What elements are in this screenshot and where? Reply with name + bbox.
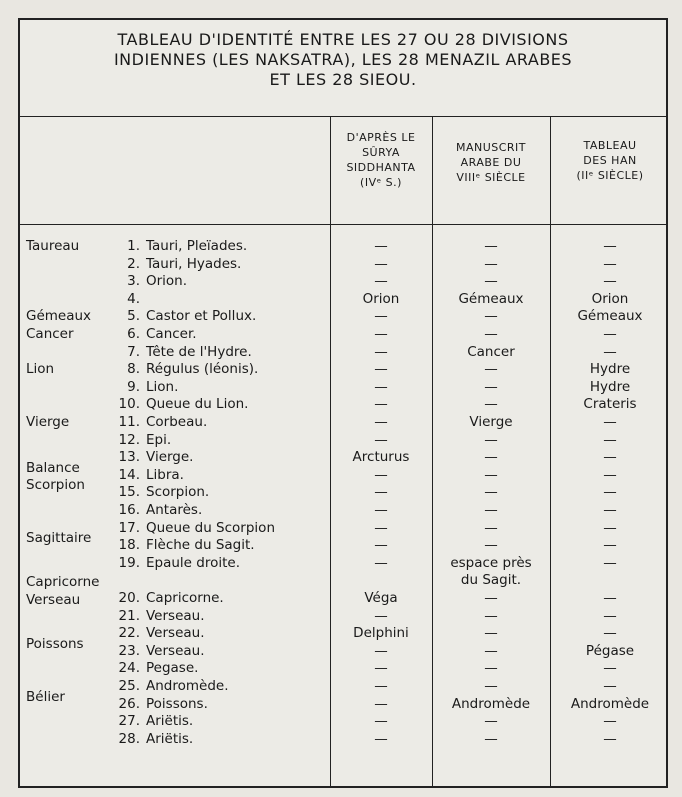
naksatra-number: 28. (118, 730, 140, 747)
naksatra-row (114, 608, 205, 624)
naksatra-number: 3. (127, 273, 140, 290)
naksatra-number: 21. (118, 607, 140, 624)
naksatra-name: Castor et Pollux. (146, 308, 257, 325)
dash-cell: — (484, 642, 498, 659)
dash-cell: — (484, 502, 498, 518)
naksatra-number: 6. (127, 326, 140, 342)
naksatra-number: 24. (118, 660, 140, 677)
naksatra-name: Tête de l'Hydre. (146, 343, 252, 360)
naksatra-name: Tauri, Pleïades. (146, 238, 248, 254)
naksatra-row (114, 696, 208, 712)
naksatra-row (114, 414, 207, 430)
dash-cell: — (374, 607, 388, 624)
dash-cell: — (603, 414, 617, 430)
column-divider-3 (550, 116, 551, 788)
identification-cell: Vierge (469, 414, 513, 430)
zodiac-sign-label: Balance (26, 459, 80, 476)
naksatra-name: Capricorne. (146, 590, 224, 606)
naksatra-name: Andromède. (146, 678, 229, 694)
dash-cell: — (374, 466, 388, 483)
dash-cell: — (603, 484, 617, 501)
naksatra-row (114, 449, 193, 465)
dash-cell: — (603, 431, 617, 448)
dash-cell: — (484, 326, 498, 342)
naksatra-name: Ariëtis. (146, 713, 194, 730)
naksatra-row (114, 625, 205, 641)
zodiac-sign-label: Sagittaire (26, 530, 92, 547)
identification-cell: Arcturus (352, 449, 410, 466)
identification-cell: Orion (362, 290, 400, 307)
dash-cell: — (603, 537, 617, 554)
dash-cell: — (484, 484, 498, 501)
dash-cell: — (484, 713, 498, 730)
dash-cell: — (603, 343, 617, 360)
identification-cell: espace près (450, 554, 532, 571)
naksatra-name: Cancer. (146, 326, 197, 342)
table-title (20, 30, 666, 90)
naksatra-name: Scorpion. (146, 484, 210, 501)
naksatra-number: 12. (118, 431, 140, 448)
identification-cell: Andromède (570, 695, 650, 712)
identification-cell: Gémeaux (458, 290, 524, 307)
naksatra-row (114, 256, 241, 272)
dash-cell: — (374, 502, 388, 518)
naksatra-row (114, 326, 197, 342)
dash-cell: — (603, 449, 617, 466)
dash-cell: — (603, 625, 617, 642)
zodiac-sign-label: Scorpion (26, 477, 85, 494)
zodiac-sign-label: Verseau (26, 591, 81, 608)
naksatra-number: 5. (127, 308, 140, 325)
naksatra-name: Verseau. (146, 625, 205, 642)
dash-cell: — (374, 361, 388, 378)
dash-cell: — (484, 431, 498, 448)
naksatra-number: 23. (118, 642, 140, 659)
naksatra-name: Régulus (léonis). (146, 361, 259, 378)
dash-cell: — (374, 730, 388, 747)
naksatra-number: 2. (127, 255, 140, 272)
dash-cell: — (374, 326, 388, 342)
naksatra-name: Queue du Scorpion (146, 519, 275, 536)
naksatra-number: 14. (118, 466, 140, 483)
dash-cell: — (374, 695, 388, 712)
identification-cell: Orion (591, 290, 629, 307)
dash-cell: — (603, 326, 617, 342)
dash-cell: — (374, 519, 388, 536)
dash-cell: — (374, 378, 388, 395)
naksatra-number: 27. (118, 713, 140, 730)
dash-cell: — (484, 449, 498, 466)
naksatra-number: 15. (118, 484, 140, 501)
naksatra-row (114, 731, 193, 747)
title-line-2: INDIENNES (LES NAKSATRA), LES 28 MENAZIL ARABES (113, 50, 573, 69)
naksatra-name: Libra. (146, 466, 184, 483)
dash-cell: — (374, 255, 388, 272)
zodiac-sign-label: Gémeaux (26, 308, 92, 325)
naksatra-row (114, 502, 202, 518)
dash-cell: — (484, 238, 498, 254)
table-frame (18, 18, 668, 788)
naksatra-row (114, 590, 224, 606)
naksatra-name: Tauri, Hyades. (146, 255, 242, 272)
dash-cell: — (603, 273, 617, 290)
naksatra-number: 20. (118, 590, 140, 606)
dash-cell: — (603, 554, 617, 571)
dash-cell: — (484, 625, 498, 642)
header-surya-siddhanta: D'APRÈS LE SÛRYA SIDDHANTA (IVᵉ S.) (346, 131, 416, 189)
column-divider-2 (432, 116, 433, 788)
naksatra-row (114, 273, 187, 289)
dash-cell: — (484, 607, 498, 624)
dash-cell: — (603, 713, 617, 730)
identification-cell: Pégase (585, 642, 635, 659)
dash-cell: — (374, 554, 388, 571)
naksatra-number: 13. (118, 449, 140, 466)
dash-cell: — (374, 642, 388, 659)
naksatra-name: Verseau. (146, 642, 205, 659)
naksatra-name: Antarès. (146, 502, 203, 518)
zodiac-sign-label: Bélier (26, 688, 65, 705)
naksatra-name: Pegase. (146, 660, 199, 677)
naksatra-number: 11. (118, 414, 140, 430)
dash-cell: — (484, 273, 498, 290)
dash-cell: — (374, 414, 388, 430)
dash-cell: — (484, 519, 498, 536)
dash-cell: — (374, 431, 388, 448)
naksatra-row (114, 713, 193, 729)
naksatra-row (114, 291, 146, 307)
naksatra-name: Queue du Lion. (146, 396, 249, 413)
header-manuscrit-arabe: MANUSCRIT ARABE DU VIIIᵉ SIÈCLE (455, 141, 527, 184)
dash-cell: — (484, 660, 498, 677)
dash-cell: — (374, 308, 388, 325)
dash-cell: — (374, 343, 388, 360)
title-line-3: ET LES 28 SIEOU. (269, 70, 417, 89)
identification-cell: Gémeaux (577, 308, 643, 325)
naksatra-number: 8. (127, 361, 140, 378)
naksatra-name: Poissons. (146, 695, 208, 712)
naksatra-name: Flèche du Sagit. (146, 537, 255, 554)
zodiac-sign-label: Cancer (26, 326, 74, 342)
zodiac-sign-label: Vierge (26, 414, 70, 430)
dash-cell: — (484, 361, 498, 378)
header-tableau-des-han: TABLEAU DES HAN (IIᵉ SIÈCLE) (576, 139, 644, 182)
naksatra-row (114, 396, 248, 412)
title-line-1: TABLEAU D'IDENTITÉ ENTRE LES 27 OU 28 DIVISIONS (117, 30, 569, 49)
zodiac-sign-label: Poissons (26, 635, 84, 652)
dash-cell: — (484, 537, 498, 554)
naksatra-row (114, 555, 240, 571)
dash-cell: — (603, 607, 617, 624)
zodiac-sign-label: Lion (26, 361, 55, 378)
naksatra-row (114, 344, 252, 360)
identification-cell: Cancer (467, 343, 515, 360)
naksatra-row (114, 432, 171, 448)
dash-cell: — (374, 537, 388, 554)
naksatra-row (114, 484, 209, 500)
dash-cell: — (374, 713, 388, 730)
identification-cell: Hydre (589, 361, 631, 378)
identification-cell: Andromède (451, 695, 531, 712)
dash-cell: — (374, 273, 388, 290)
naksatra-number: 16. (118, 502, 140, 518)
naksatra-number: 10. (118, 396, 140, 413)
dash-cell: — (484, 466, 498, 483)
naksatra-name: Verseau. (146, 607, 205, 624)
zodiac-sign-label: Taureau (26, 238, 80, 254)
dash-cell: — (484, 730, 498, 747)
naksatra-number: 18. (118, 537, 140, 554)
naksatra-number: 19. (118, 554, 140, 571)
dash-cell: — (374, 660, 388, 677)
identification-cell: Hydre (589, 378, 631, 395)
dash-cell: — (374, 484, 388, 501)
naksatra-number: 1. (127, 238, 140, 254)
naksatra-number: 9. (127, 378, 140, 395)
dash-cell: — (374, 238, 388, 254)
naksatra-row (114, 379, 178, 395)
naksatra-number: 25. (118, 678, 140, 694)
naksatra-row (114, 643, 205, 659)
dash-cell: — (603, 678, 617, 694)
naksatra-name: Vierge. (146, 449, 194, 466)
naksatra-number: 22. (118, 625, 140, 642)
dash-cell: — (603, 730, 617, 747)
naksatra-name: Epi. (146, 431, 172, 448)
naksatra-number: 26. (118, 695, 140, 712)
naksatra-name: Epaule droite. (146, 554, 240, 571)
naksatra-name: Corbeau. (146, 414, 208, 430)
dash-cell: — (603, 660, 617, 677)
naksatra-row (114, 238, 247, 254)
identification-cell: du Sagit. (460, 572, 522, 589)
column-divider-1 (330, 116, 331, 788)
header-divider (20, 224, 666, 225)
dash-cell: — (603, 255, 617, 272)
naksatra-row (114, 308, 256, 324)
naksatra-row (114, 361, 258, 377)
naksatra-row (114, 660, 198, 676)
dash-cell: — (603, 519, 617, 536)
naksatra-name: Orion. (146, 273, 188, 290)
dash-cell: — (603, 238, 617, 254)
dash-cell: — (484, 308, 498, 325)
identification-cell: Crateris (583, 396, 637, 413)
identification-cell: Delphini (353, 625, 409, 642)
dash-cell: — (603, 590, 617, 606)
dash-cell: — (484, 678, 498, 694)
naksatra-row (114, 678, 229, 694)
zodiac-sign-label: Capricorne (26, 574, 100, 591)
naksatra-row (114, 520, 275, 536)
naksatra-name: Lion. (146, 378, 179, 395)
naksatra-row (114, 537, 255, 553)
dash-cell: — (484, 378, 498, 395)
dash-cell: — (484, 590, 498, 606)
naksatra-number: 4. (127, 290, 140, 307)
dash-cell: — (484, 255, 498, 272)
naksatra-row (114, 467, 184, 483)
identification-cell: Véga (364, 590, 398, 606)
naksatra-number: 7. (127, 343, 140, 360)
title-divider (20, 116, 666, 117)
dash-cell: — (603, 466, 617, 483)
naksatra-number: 17. (118, 519, 140, 536)
dash-cell: — (603, 502, 617, 518)
naksatra-name: Ariëtis. (146, 730, 194, 747)
dash-cell: — (374, 396, 388, 413)
dash-cell: — (374, 678, 388, 694)
dash-cell: — (484, 396, 498, 413)
